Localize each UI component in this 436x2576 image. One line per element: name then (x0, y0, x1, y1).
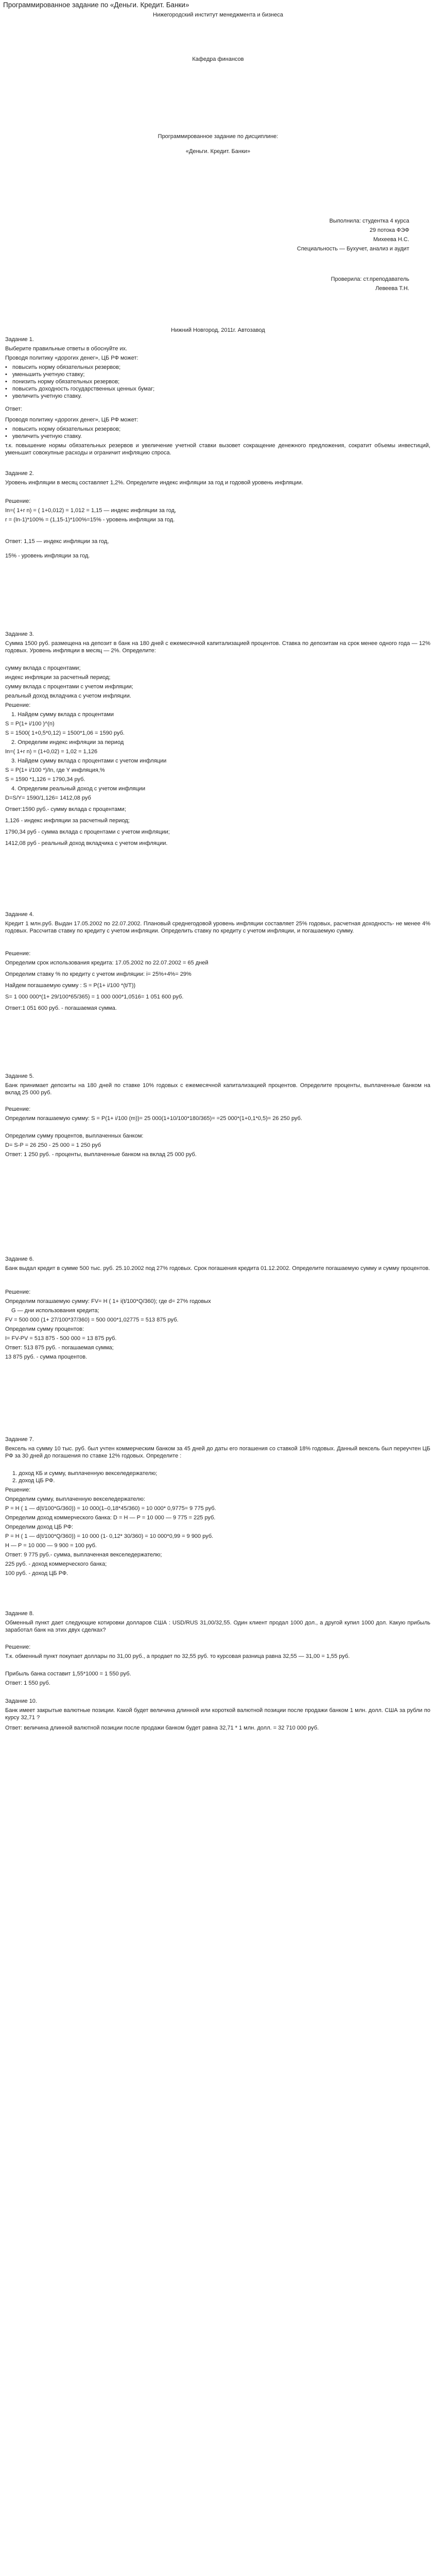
task-6-answer: 13 875 руб. - сумма процентов. (5, 1354, 88, 1360)
task-8-solution-label: Решение: (5, 1644, 31, 1650)
author-name: Михеева Н.С. (373, 236, 409, 243)
task-3-subquestion: реальный доход вкладчика с учетом инфляции. (5, 693, 131, 699)
task-8-step: Т.к. обменный пункт покупает доллары по 31,00 руб., а продает по 32,55 руб. то курсовая разница равна 32,55 — 31,00 = 1,55 руб. (5, 1653, 350, 1659)
task-7-step: P = H ( 1 — d(t/100*G/360)) = 10 000(1–0,18*45/360) = 10 000* 0,9775= 9 775 руб. (5, 1505, 216, 1512)
task-7-heading: Задание 7. (5, 1436, 34, 1443)
task-6-solution-label: Решение: (5, 1289, 31, 1295)
task-7-answer: 225 руб. - доход коммерческого банка; (5, 1561, 107, 1567)
task-1-answer-intro: Проводя политику «дорогих денег», ЦБ РФ может: (5, 417, 138, 423)
task-5-question: Банк принимает депозиты на 180 дней по ставке 10% годовых с ежемесячной капитализацией процентов. Определите проценты, выплаченные банком на вклад 25 000 руб. (5, 1082, 430, 1096)
task-3-step: 2. Определим индекс инфляции за период (11, 739, 124, 745)
task-6-question: Банк выдал кредит в сумме 500 тыс. руб. 25.10.2002 под 27% годовых. Срок погашения кредита 01.12.2002. Определите погашаемую сумму и сумму процентов. (5, 1265, 430, 1272)
task-4-step: Найдем погашаемую сумму : S = P(1+ i/100 *(t/T)) (5, 982, 136, 989)
task-1-option: • уменьшить учетную ставку; (12, 371, 84, 378)
task-3-answer: 1,126 - индекс инфляции за расчетный период; (5, 818, 130, 824)
task-3-subquestion: сумму вклада с процентами; (5, 665, 81, 671)
task-8-answer: Ответ: 1 550 руб. (5, 1680, 50, 1686)
task-2-solution-label: Решение: (5, 498, 31, 504)
task-2-answer: 15% - уровень инфляции за год. (5, 553, 90, 559)
task-3-formula: S = P(1+ i/100 )^(n) (5, 721, 55, 727)
task-2-formula: r = (In-1)*100% = (1,15-1)*100%=15% - уровень инфляции за год. (5, 517, 175, 523)
task-1-question: Выберите правильные ответы в обоснуйте их. (5, 346, 128, 352)
task-1-heading: Задание 1. (5, 336, 34, 343)
task-1-option: • увеличить учетную ставку. (12, 393, 82, 400)
task-1-question-2: Проводя политику «дорогих денег», ЦБ РФ может: (5, 355, 138, 361)
task-1-answer-item: • повысить норму обязательных резервов; (12, 426, 120, 433)
specialty: Специальность — Бухучет, анализ и аудит (297, 246, 409, 252)
task-3-formula: S = 1500( 1+0,5*0,12) = 1500*1,06 = 1590 руб. (5, 730, 125, 736)
task-6-step: Определим сумму процентов: (5, 1326, 84, 1332)
task-4-answer: Ответ:1 051 600 руб. - погашаемая сумма. (5, 1005, 117, 1011)
task-8-heading: Задание 8. (5, 1611, 34, 1617)
task-3-answer: 1790,34 руб - сумма вклада с процентами с учетом инфляции; (5, 829, 170, 835)
task-6-step: I= FV-PV = 513 875 - 500 000 = 13 875 руб. (5, 1335, 117, 1342)
task-10-answer: Ответ: величина длинной валютной позиции после продажи банком будет равна 32,71 * 1 млн. долл. = 32 710 000 руб. (5, 1725, 319, 1731)
task-1-option: • повысить доходность государственных ценных бумаг; (12, 385, 154, 393)
document-title: Программированное задание по «Деньги. Кредит. Банки» (3, 1, 189, 9)
task-7-step: Определим доход ЦБ РФ: (5, 1524, 74, 1530)
task-7-step: Определим доход коммерческого банка: D = H — P = 10 000 — 9 775 = 225 руб. (5, 1515, 216, 1521)
task-5-answer: Ответ: 1 250 руб. - проценты, выплаченные банком на вклад 25 000 руб. (5, 1151, 197, 1158)
task-2-question: Уровень инфляции в месяц составляет 1,2%. Определите индекс инфляции за год и годовой уровень инфляции. (5, 480, 303, 486)
task-3-subquestion: сумму вклада с процентами с учетом инфляции; (5, 684, 133, 690)
task-4-heading: Задание 4. (5, 911, 34, 918)
task-4-step: S= 1 000 000*(1+ 29/100*65/365) = 1 000 000*1,0516= 1 051 600 руб. (5, 994, 184, 1000)
task-1-answer-item: • увеличить учетную ставку. (12, 433, 82, 440)
task-6-step: Определим погашаемую сумму: FV= H ( 1+ i(t/100*Q/360); где d= 27% годовых (5, 1298, 211, 1304)
city-year: Нижний Новгород, 2011г. Автозавод (171, 327, 265, 333)
task-10-question: Банк имеет закрытые валютные позиции. Какой будет величина длинной или короткой валютной позиции после продажи банком 1 млн. долл. США за рубли по курсу 32,71 ? (5, 1707, 430, 1721)
task-6-answer: Ответ: 513 875 руб. - погашаемая сумма; (5, 1345, 114, 1351)
task-3-step: 3. Найдем сумму вклада с процентами с учетом инфляции (11, 758, 167, 764)
task-3-step: 1. Найдем сумму вклада с процентами (11, 711, 114, 718)
task-2-formula: In=( 1+r n) = ( 1+0,012) = 1,012 = 1,15 — индекс инфляции за год, (5, 507, 177, 514)
work-type: Программированное задание по дисциплине: (158, 133, 278, 140)
task-1-option: • повысить норму обязательных резервов; (12, 364, 120, 371)
task-1-option: • понизить норму обязательных резервов; (12, 378, 119, 385)
task-7-subquestion: 2. доход ЦБ РФ. (12, 1478, 55, 1484)
institute-name: Нижегородский институт менеджмента и бизнеса (153, 12, 283, 18)
task-7-answer: 100 руб. - доход ЦБ РФ. (5, 1570, 68, 1577)
author-line-2: 29 потока ФЭФ (369, 227, 409, 233)
task-1-explanation: т.к. повышение нормы обязательных резервов и увеличение учетной ставки вызовет сокращение денежного предложения, сократит объемы инвестиций, уменьшит совокупные расходы и ограничит инфляцию спроса. (5, 443, 430, 456)
checker-name: Левеева Т.Н. (375, 285, 409, 292)
task-5-solution-label: Решение: (5, 1106, 31, 1112)
task-1-answer-label: Ответ: (5, 406, 23, 412)
task-4-question: Кредит 1 млн.руб. Выдан 17.05.2002 по 22.07.2002. Плановый среднегодовой уровень инфляции составляет 25% годовых, расчетная доходность- не менее 4% годовых. Рассчитав ставку по кредиту с учетом инфляции. Определить ставку по кредиту с учетом инфляции, и погашаемую сумму. (5, 921, 430, 934)
task-4-step: Определим срок использования кредита: 17.05.2002 по 22.07.2002 = 65 дней (5, 960, 208, 966)
task-2-answer: Ответ: 1,15 — индекс инфляции за год, (5, 538, 109, 545)
discipline-name: «Деньги. Кредит. Банки» (185, 148, 251, 155)
task-5-step: Определим погашаемую сумму: S = P(1+ i/100 (m))= 25 000(1+10/100*180/365)= =25 000*(1+0,1*0,5)= 26 250 руб. (5, 1115, 303, 1122)
task-5-heading: Задание 5. (5, 1073, 34, 1079)
task-10-heading: Задание 10. (5, 1698, 37, 1704)
task-3-formula: S = 1590 *1,126 = 1790,34 руб. (5, 776, 85, 783)
task-3-answer: Ответ:1590 руб.- сумму вклада с процентами; (5, 806, 126, 812)
task-5-step: Определим сумму процентов, выплаченных банком: (5, 1133, 144, 1139)
task-3-subquestion: индекс инфляции за расчетный период; (5, 674, 111, 681)
task-7-step: Определим сумму, выплаченную векселедержателю: (5, 1496, 145, 1502)
task-7-answer: Ответ: 9 775 руб.- сумма, выплаченная векселедержателю; (5, 1552, 162, 1558)
task-3-answer: 1412,08 руб - реальный доход вкладчика с учетом инфляции. (5, 840, 168, 846)
task-7-step: P = H ( 1 — d(t/100*Q/360)) = 10 000 (1- 0,12* 30/360) = 10 000*0,99 = 9 900 руб. (5, 1533, 214, 1539)
task-3-formula: S = P(1+ i/100 *)/In, где Y инфляция,% (5, 767, 105, 773)
task-6-heading: Задание 6. (5, 1256, 34, 1262)
task-3-formula: In=( 1+r n) = (1+0,02) = 1,02 = 1,126 (5, 749, 98, 755)
task-3-solution-label: Решение: (5, 702, 31, 708)
task-3-heading: Задание 3. (5, 631, 34, 637)
task-4-step: Определим ставку % по кредиту с учетом инфляции: i= 25%+4%= 29% (5, 971, 191, 977)
task-3-formula: D=S/Y= 1590/1,126= 1412,08 руб (5, 795, 91, 801)
task-8-question: Обменный пункт дает следующие котировки долларов США : USD/RUS 31,00/32,55. Один клиент продал 1000 дол., а другой купил 1000 дол. Какую прибыль заработал банк на этих двух сделках? (5, 1620, 430, 1633)
task-7-question: Вексель на сумму 10 тыс. руб. был учтен коммерческим банком за 45 дней до даты его погашения со ставкой 18% годовых. Данный вексель был переучтен ЦБ РФ за 30 дней до погашения по ставке 12% годовых. Определите : (5, 1446, 430, 1459)
task-6-step: G — дни использования кредита; (11, 1308, 99, 1314)
task-7-solution-label: Решение: (5, 1487, 31, 1493)
task-7-subquestion: 1. доход КБ и сумму, выплаченную векселедержателю; (12, 1470, 158, 1477)
task-3-step: 4. Определим реальный доход с учетом инфляции (11, 786, 146, 792)
task-7-step: H — P = 10 000 — 9 900 = 100 руб. (5, 1543, 97, 1549)
task-2-heading: Задание 2. (5, 470, 34, 477)
task-6-step: FV = 500 000 (1+ 27/100*37/360) = 500 000*1,02775 = 513 875 руб. (5, 1317, 179, 1323)
author-line-1: Выполнила: студентка 4 курса (329, 218, 409, 224)
checker-line: Проверила: ст.преподаватель (330, 276, 409, 282)
task-3-question: Сумма 1500 руб. размещена на депозит в банк на 180 дней с ежемесячной капитализацией процентов. Ставка по депозитам на срок менее одного года — 12% годовых. Уровень инфляции в месяц — 2%. Определите: (5, 640, 430, 654)
department-name: Кафедра финансов (192, 56, 244, 62)
task-4-solution-label: Решение: (5, 951, 31, 957)
task-8-step: Прибыль банка составит 1,55*1000 = 1 550 руб. (5, 1671, 131, 1677)
task-5-step: D= S-P = 26 250 - 25 000 = 1 250 руб (5, 1142, 101, 1148)
